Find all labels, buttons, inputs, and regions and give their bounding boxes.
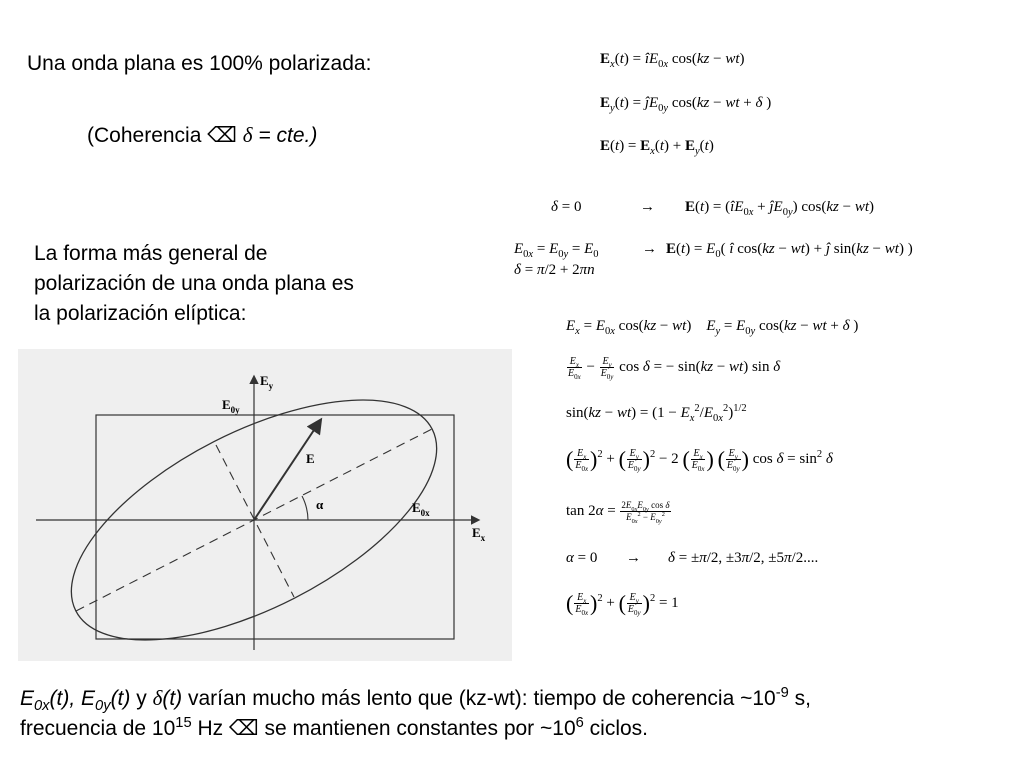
equation-components: $E_x = E_{0x}$ cos(kz − wt) $E_y = E_{0y}$ cos(kz − wt + δ ) [566, 318, 859, 337]
e0y-label: $E_{0y}$ [222, 397, 240, 415]
coherence-delta: δ [242, 123, 253, 147]
equation-unit-ellipse: ( $\frac{E_x}{E_{0x}}$ )$^2$ + ( $\frac{E_y}{E_{0y}}$ )$^2$ = 1 [566, 590, 679, 617]
equation-alpha-cond: α = 0 [566, 550, 598, 566]
coherence-prefix: (Coherencia [87, 124, 208, 147]
equation-delta-zero-cond: δ = 0 [551, 199, 582, 215]
angle-label: α [316, 497, 324, 512]
ex-axis-label: $E_x$ [472, 525, 486, 543]
ey-axis-label: $E_y$ [260, 373, 274, 391]
footer-symbol: ⌫ [228, 717, 259, 740]
equation-diff: $\frac{E_x}{E_{0x}}$ − $\frac{E_y}{E_{0y}}$ cos δ = − sin(kz − wt) sin δ [568, 356, 781, 381]
coherence-symbol: ⌫ [207, 124, 237, 147]
arrow-3: → [626, 550, 641, 566]
equation-circ-cond2: δ = π/2 + 2πn [514, 262, 595, 278]
equation-alpha-result: δ = ±π/2, ±3π/2, ±5π/2.... [668, 550, 819, 566]
heading-text: Una onda plana es 100% polarizada: [27, 52, 372, 75]
coherence-rest: = cte.) [252, 124, 318, 147]
equation-etotal: $E(t) = E_x(t) + E_y(t)$ [600, 138, 714, 157]
footer-e0x: $E_{0x}(t)$, $E_{0y}(t)$ [20, 687, 131, 715]
coherence-note [87, 123, 317, 148]
equation-sin: $\sin(kz - wt) = (1 - E_x^2/E_{0x}^2)^{1/2}$ [566, 403, 747, 424]
general-line-3: la polarización elíptica: [34, 302, 247, 325]
general-line-2: polarización de una onda plana es [34, 272, 354, 295]
polarization-ellipse-figure [18, 349, 512, 661]
arrow-2: → [642, 241, 657, 257]
e-vector [254, 421, 320, 520]
e0x-label: $E_{0x}$ [412, 500, 430, 518]
equation-circ-cond1: $E_{0x} = E_{0y} = E_0$ [514, 241, 599, 260]
equation-circ-result: $E(t) = E_0$( î cos(kz − wt) + ĵ sin(kz − wt) ) [666, 241, 913, 260]
bounding-rectangle [96, 415, 454, 639]
general-line-1: La forma más general de [34, 242, 268, 265]
equation-ex: $E_x(t)$ = $îE_{0x}$ cos(kz − wt) [600, 51, 745, 70]
footer-line-2: frecuencia de $10^{15}$ Hz ⌫ se mantienen constantes por $\sim 10^6$ ciclos. [20, 715, 648, 740]
footer-text [20, 683, 1010, 744]
minor-axis-dashed [216, 445, 294, 597]
equation-ey: $E_y(t)$ = $ĵE_{0y}$ cos(kz − wt + δ ) [600, 95, 772, 114]
footer-line-1: $E_{0x}(t)$, $E_{0y}(t)$ y δ(t) varían mucho más lento que (kz-wt): tiempo de coherencia $\sim 10^{-9}$ s, [20, 685, 811, 715]
general-polarization-text [34, 239, 454, 329]
footer-delta: δ [152, 686, 163, 710]
ellipse-diagram [18, 349, 512, 661]
equation-ellipse: ( $\frac{E_x}{E_{0x}}$ )$^2$ + ( $\frac{E_y}{E_{0y}}$ )$^2$ − 2 ( $\frac{E_x}{E_{0x}}$ ) ( $\frac{E_y}{E_{0y}}$ ) $\cos \delta = \sin^2 \delta$ [566, 446, 833, 473]
angle-arc [302, 496, 308, 520]
vector-label: E [306, 451, 315, 466]
equation-delta-zero-result: $E(t) = (îE_{0x}$ + $ĵE_{0y}$) cos(kz − wt) [685, 199, 875, 218]
arrow-1: → [640, 199, 655, 215]
equation-tan2a: tan 2α = $\frac{2E_{0x}E_{0y} \cos \delta}{E_{0x}^2 - E_{0y}^2}$ [566, 500, 670, 525]
